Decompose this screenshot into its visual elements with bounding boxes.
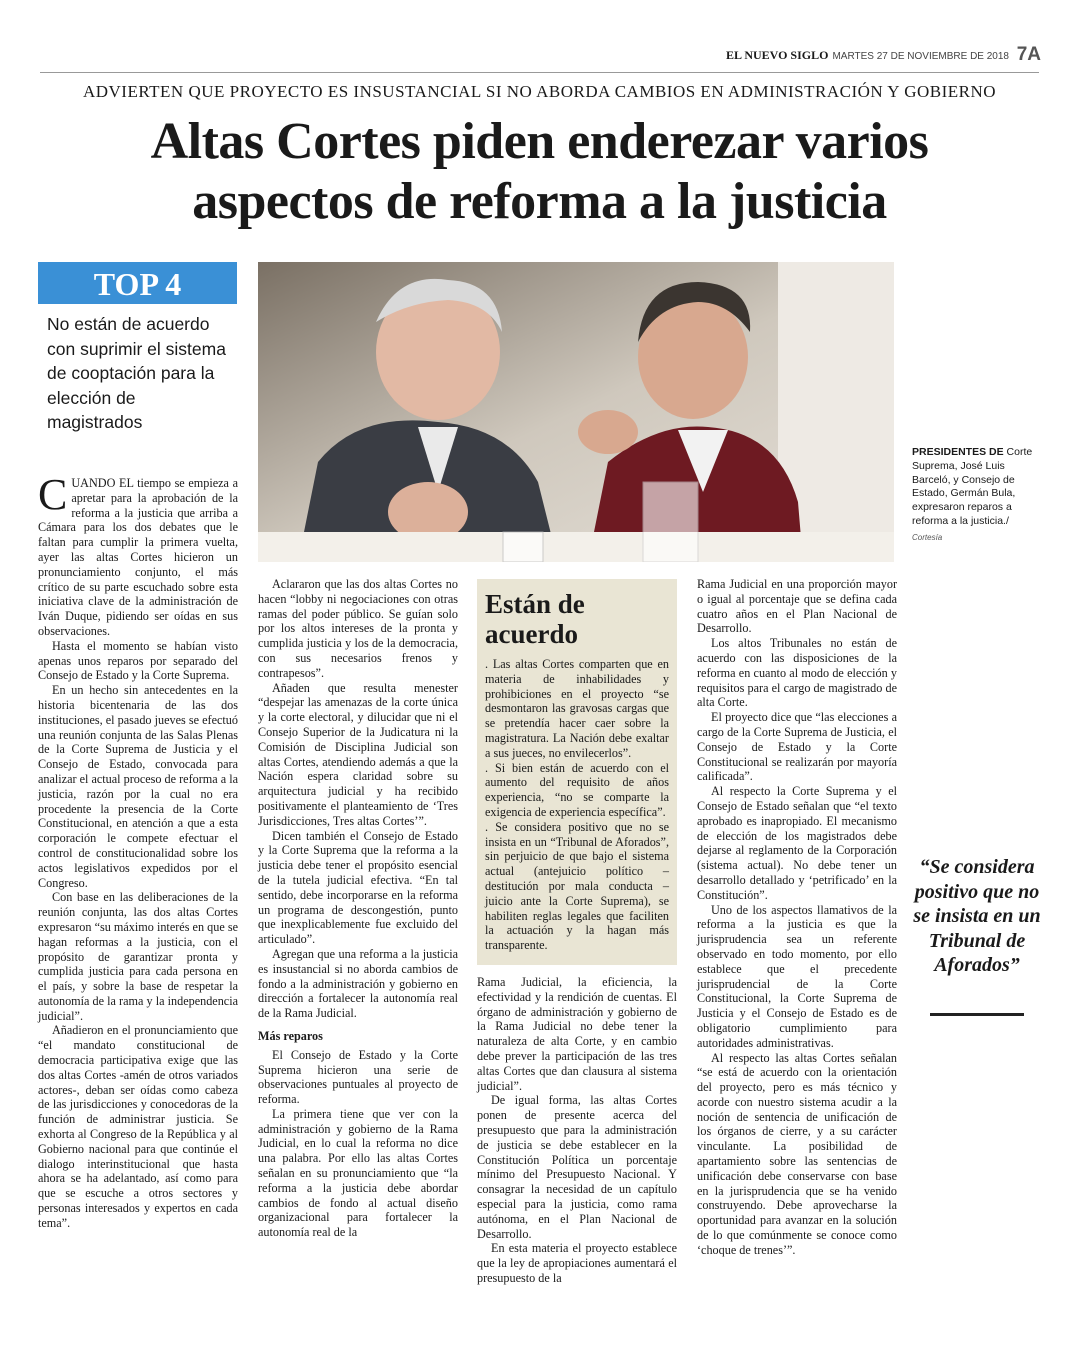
masthead — [726, 48, 1009, 63]
paragraph: En esta materia el proyecto establece que la ley de apropiaciones aumentará el presupuesto de la — [477, 1241, 677, 1285]
paragraph: En un hecho sin antecedentes en la historia bicentenaria de las dos instituciones, el pasado jueves se efectuó una reunión conjunta de las Salas Plenas de la Corte Suprema de Justicia y el Consejo de Estado, convocada para analizar el actual proceso de reforma a la justicia, razón por la cual no era procedente la presencia de la Corte Constitucional, en atención a que a esta corporación le compete efectuar el control de constitucionalidad sobre los actos legislativos expedidos por el Congreso. — [38, 683, 238, 890]
article-photo — [258, 262, 894, 562]
paragraph: Añadieron en el pronunciamiento que “el mandato constitucional de democracia participativa exige que las dos altas Cortes -amén de otros variados actores-, deban ser oídas como cabeza de las jurisdicciones y conocedoras de la función de administrar justicia. Se exhorta al Congreso de la República y al Gobierno nacional para que continúe el dialogo interinstitucional que hasta ahora se ha adelantado, así como para que se escuche a otros sectores y personas interesados y expertos en cada tema”. — [38, 1023, 238, 1230]
paragraph: De igual forma, las altas Cortes ponen de presente acerca del presupuesto que para la administración de justicia se debe establecer en la Constitución Política un porcentaje mínimo del Presupuesto Nacional. Y consagrar la necesidad de un capítulo especial para la justicia, como rama autónoma, en el Plan Nacional de Desarrollo. — [477, 1093, 677, 1241]
paragraph: Añaden que resulta menester “despejar las amenazas de la corte única y la corte electoral, y dilucidar que ni el Consejo Superior de la Judicatura ni la Comisión de Disciplina Judicial son altas Cortes, atendiendo además a que la Nación espera claridad sobre su arquitectura judicial y ha recibido positivamente el planteamiento de ‘Tres Jurisdicciones, Tres altas Cortes’”. — [258, 680, 458, 828]
paragraph: Al respecto la Corte Suprema y el Consejo de Estado señalan que “el texto aprobado es inapropiado. El mecanismo de elección de los magistrados debe dejarse al reglamento de la Corporación (sistema actual). No debe tener un desarrollo detallado y ‘petrificado’ en la Constitución”. — [697, 784, 897, 902]
photo-illustration — [258, 262, 894, 562]
paragraph: Con base en las deliberaciones de la reunión conjunta, las dos altas Cortes expresaron “su máximo interés en que se hagan reformas a la justicia, con el propósito de garantizar pronta y cumplida justicia para cada persona en el país, y sobre la base de respetar la autonomía de la rama y la independencia judicial”. — [38, 890, 238, 1023]
paragraph: Rama Judicial en una proporción mayor o igual al porcentaje que se defina cada cuatro años en el Plan Nacional de Desarrollo. — [697, 577, 897, 636]
box-item: . Se considera positivo que no se insista en un “Tribunal de Aforados”, sin perjuicio de que bajo el sistema actual (antejuicio político – destitución por mala conducta – juicio ante la Corte Suprema), se habiliten reglas legales que faciliten la actuación y la hagan más transparente. — [485, 819, 669, 953]
pull-quote-rule — [930, 1013, 1024, 1016]
paragraph: El proyecto dice que “las elecciones a cargo de la Corte Suprema de Justicia, el Consejo de Estado y la Corte Constitucional se realizarán por mayoría calificada”. — [697, 710, 897, 784]
top4-badge: TOP 4 — [38, 262, 237, 304]
paragraph: Los altos Tribunales no están de acuerdo con las disposiciones de la reforma en cuanto al modo de elección y requisitos para el cargo de magistrado de alta Corte. — [697, 636, 897, 710]
article-column-1 — [38, 470, 238, 1231]
paragraph: La primera tiene que ver con la administración y gobierno de la Rama Judicial, en lo cual la reforma no dice una palabra. Por ello las altas Cortes señalan en su pronunciamiento que “la reforma a la justicia debe abordar cambios de fondo al actual diseño organizacional para fortalecer la autonomía real de la — [258, 1106, 458, 1240]
drop-cap: C — [38, 470, 68, 519]
newspaper-name: EL NUEVO SIGLO — [725, 48, 829, 62]
photo-caption — [912, 446, 1037, 545]
box-item: . Las altas Cortes comparten que en materia de inhabilidades y prohibiciones en el proyecto “se desmontaron las gravosas cargas que se pretendía hacer caer sobre la magistratura. La Nación debe exaltar a sus jueces, no envilecerlos”. — [485, 657, 669, 760]
paragraph: Agregan que una reforma a la justicia es insustancial si no aborda cambios de fondo a la administración y gobierno en dirección a fortalecer la autonomía real de la Rama Judicial. — [258, 946, 458, 1021]
paragraph: Aclararon que las dos altas Cortes no hacen “lobby ni negociaciones con otras ramas del poder público. Se guían solo por los altos intereses de la pronta y cumplida justicia y los de la democracia, con sus necesarios frenos y contrapesos”. — [258, 577, 458, 680]
paragraph: Al respecto las altas Cortes señalan “se está de acuerdo con la orientación del proyecto, pero es más técnico y acorde con nuestro sistema acudir a la noción de sentencia de unificación de los órganos de cierre, y a su carácter vinculante. La posibilidad de apartamiento sobre las sentencias de unificación debe conservarse con base en la jurisprudencia que se ha venido construyendo. Debe aprovecharse la oportunidad para avanzar en la solución de lo que comúnmente se conoce como ‘choque de trenes’”. — [697, 1050, 897, 1257]
article-column-2 — [258, 577, 458, 1240]
top4-summary: No están de acuerdo con suprimir el sistema de cooptación para la elección de magistrados — [47, 314, 226, 432]
pull-quote: “Se considera positivo que no se insista en un Tribunal de Aforados” — [913, 856, 1041, 976]
paragraph: Rama Judicial, la eficiencia, la efectividad y la rendición de cuentas. El órgano de administración y gobierno de la Rama Judicial no debe tener la naturaleza de alta Corte, y en cambio debe prever la participación de las tres altas Cortes que dan clausura al sistema judicial”. — [477, 975, 677, 1093]
article-column-3 — [477, 975, 677, 1286]
agreement-box — [477, 579, 677, 965]
kicker: ADVIERTEN QUE PROYECTO ES INSUSTANCIAL SI NO ABORDA CAMBIOS EN ADMINISTRACIÓN Y GOBIERNO — [82, 82, 997, 101]
caption-lead: PRESIDENTES DE — [912, 446, 1004, 458]
headline: Altas Cortes piden enderezar varios aspectos de reforma a la justicia — [150, 113, 929, 230]
photo-credit: Cortesía — [912, 532, 943, 542]
paragraph: Uno de los aspectos llamativos de la reforma a la justicia es que la jurisprudencia sea un referente observado en todo momento, por ello establece que el precedente jurisprudencial de la Corte Constitucional, la Corte Suprema de Justicia y el Consejo de Estado es de obligatorio cumplimiento para autoridades administrativas. — [697, 902, 897, 1050]
box-title: Están de acuerdo — [485, 589, 585, 649]
page-number: 7A — [1016, 44, 1041, 65]
paragraph: Hasta el momento se habían visto apenas unos reparos por separado del Consejo de Estado y la Corte Suprema. — [38, 638, 238, 683]
article-column-4 — [697, 577, 897, 1258]
subhead: Más reparos — [258, 1028, 323, 1043]
paragraph: El Consejo de Estado y la Corte Suprema hicieron una serie de observaciones puntuales al proyecto de reforma. — [258, 1047, 458, 1107]
box-item: . Si bien están de acuerdo con el aumento del requisito de años experiencia, “no se comparte la exigencia de experiencia específica”. — [485, 760, 669, 819]
paragraph — [38, 470, 238, 639]
paragraph-text: UANDO EL tiempo se empieza a apretar para la aprobación de la reforma a la justicia que arriba a Cámara para los dos debates que le faltan para cumplir la primera vuelta, ayer las altas Cortes hicieron un pronunciamiento conjunto, el más crítico de su parte escuchado sobre esta iniciativa clave de la administración de Iván Duque, pidiendo ser oídas en sus observaciones. — [38, 476, 238, 638]
paragraph: Dicen también el Consejo de Estado y la Corte Suprema que la reforma a la justicia debe tener el propósito esencial de la tutela judicial efectiva. “En tal sentido, debe incorporarse en la reforma un programa de descongestión, punto que inexplicablemente fue excluido del articulado”. — [258, 828, 458, 947]
top-rule — [40, 72, 1039, 73]
caption-text: Corte Suprema, José Luis Barceló, y Consejo de Estado, Germán Bula, expresaron reparos a reforma a la justicia./ — [912, 446, 1033, 527]
issue-date: MARTES 27 DE NOVIEMBRE DE 2018 — [832, 51, 1009, 62]
